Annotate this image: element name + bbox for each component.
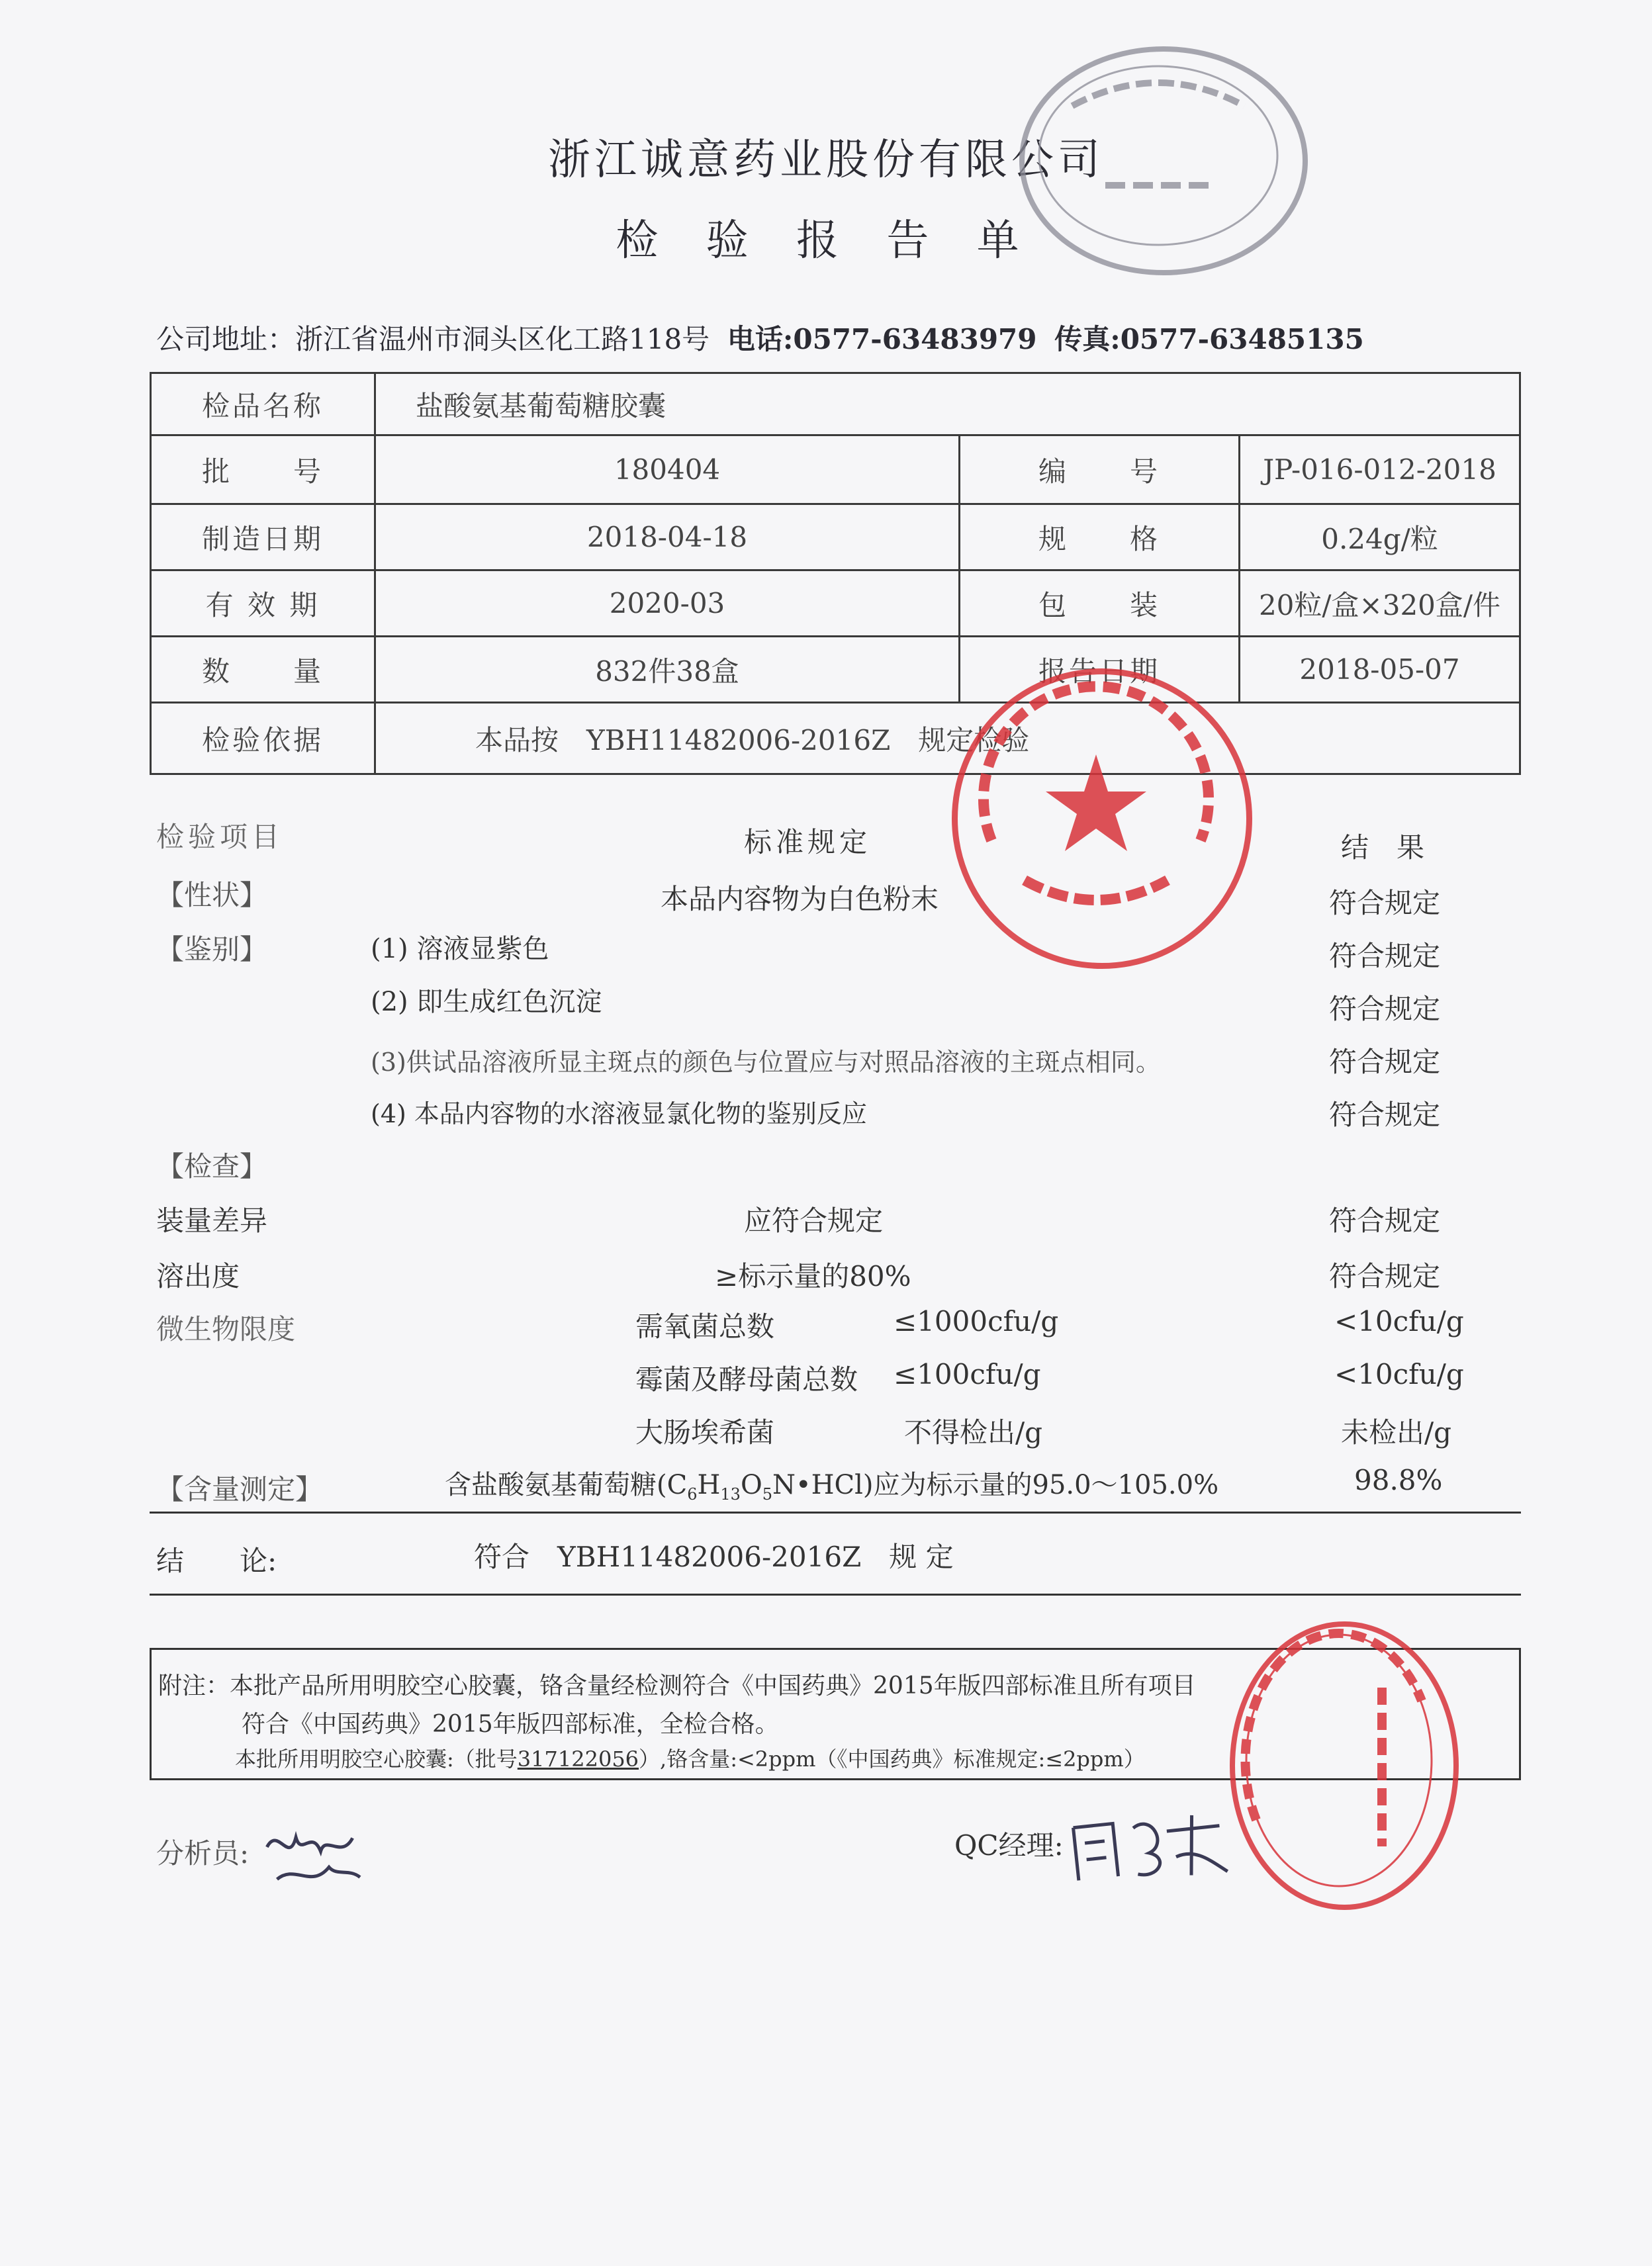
identification-row-3: (3)供试品溶液所显主斑点的颜色与位置应与对照品溶液的主斑点相同。 [371,1048,1161,1077]
identification-label: 【鉴别】 [156,933,268,966]
assay-formula-pre: 含盐酸氨基葡萄糖(C [445,1470,688,1500]
dissolution-standard: ≥标示量的80% [715,1260,911,1292]
batch-label: 批 号 [151,435,375,504]
package-label: 包 装 [960,570,1240,637]
spec-value: 0.24g/粒 [1240,504,1520,570]
micro-limit-3: 不得检出/g [904,1416,1043,1449]
report-date-label: 报告日期 [960,637,1240,703]
phone: 电话:0577-63483979 [727,323,1037,355]
micro-name-3: 大肠埃希菌 [635,1416,775,1449]
analyst-label: 分析员: [156,1837,250,1870]
micro-result-1: <10cfu/g [1334,1305,1464,1337]
micro-result-2: <10cfu/g [1334,1358,1464,1390]
divider-2 [150,1594,1521,1596]
note-prefix: 附注： [158,1672,230,1700]
report-date-value: 2018-05-07 [1240,637,1520,703]
expiry-label: 有 效 期 [151,570,375,637]
micro-limit-1: ≤1000cfu/g [894,1305,1059,1337]
character-result: 符合规定 [1329,887,1441,919]
fill-result: 符合规定 [1329,1204,1441,1237]
identification-result-3: 符合规定 [1329,1046,1441,1078]
assay-result: 98.8% [1354,1464,1443,1496]
items-header-standard: 标准规定 [744,826,872,858]
assay-sub-6: 6 [687,1485,698,1504]
mfg-date-value: 2018-04-18 [375,504,960,570]
mfg-date-label: 制造日期 [151,504,375,570]
micro-limit-2: ≤100cfu/g [894,1358,1041,1390]
quality-inspection-seal [952,668,1252,969]
quality-seal-inner [952,668,1240,957]
assay-formula-o: O [740,1470,762,1500]
address: 公司地址：浙江省温州市洞头区化工路118号 [156,323,710,355]
quantity-label: 数 量 [151,637,375,703]
product-name: 盐酸氨基葡萄糖胶囊 [375,373,1520,435]
items-header-result: 结 果 [1341,831,1425,864]
company-inspection-seal [1019,46,1308,275]
note-text-1: 本批产品所用明胶空心胶囊，铬含量经检测符合《中国药典》2015年版四部标准且所有项目 [230,1672,1196,1700]
fill-standard: 应符合规定 [744,1204,884,1237]
assay-sub-5: 5 [762,1485,773,1504]
dissolution-result: 符合规定 [1329,1260,1441,1292]
divider-1 [150,1512,1521,1514]
batch-value: 180404 [375,435,960,504]
number-value: JP-016-012-2018 [1240,435,1520,504]
qc-signature-mark [1065,1799,1231,1894]
assay-standard [445,1464,1218,1504]
conclusion-label: 结 论: [156,1545,277,1577]
company-title: 浙江诚意药业股份有限公司 [548,136,1104,185]
package-value: 20粒/盒×320盒/件 [1240,570,1520,637]
note-line3-post: ）,铬含量:<2ppm（《中国药典》标准规定:≤2ppm） [639,1746,1145,1772]
note-line-2: 符合《中国药典》2015年版四部标准，全检合格。 [242,1711,779,1738]
basis-value: 本品按 YBH11482006-2016Z 规定检验 [375,703,1520,774]
micro-name-2: 霉菌及酵母菌总数 [635,1363,858,1396]
qa-seal-inner [1230,1621,1448,1899]
note-line-1 [158,1667,1196,1701]
company-seal-inner [1019,46,1297,265]
identification-row-2: (2) 即生成红色沉淀 [371,987,602,1017]
dissolution-label: 溶出度 [156,1260,240,1292]
fax: 传真:0577-63485135 [1054,323,1364,355]
note-capsule-batch: 317122056 [517,1746,639,1772]
fill-label: 装量差异 [156,1204,268,1237]
note-line3-pre: 本批所用明胶空心胶囊:（批号 [235,1746,518,1772]
expiry-value: 2020-03 [375,570,960,637]
analyst-signature [257,1811,365,1912]
identification-result-4: 符合规定 [1329,1099,1441,1131]
report-title: 检 验 报 告 单 [616,216,1036,265]
micro-result-3: 未检出/g [1341,1416,1452,1449]
basis-label: 检验依据 [151,703,375,774]
identification-result-1: 符合规定 [1329,940,1441,972]
character-standard: 本品内容物为白色粉末 [661,883,939,915]
assay-sub-13: 13 [720,1485,741,1504]
qc-label: QC经理: [954,1829,1064,1862]
micro-label: 微生物限度 [156,1313,296,1345]
assay-formula-h: H [697,1470,721,1500]
identification-row-1: (1) 溶液显紫色 [371,934,549,964]
micro-name-1: 需氧菌总数 [635,1310,775,1343]
assay-label: 【含量测定】 [156,1473,324,1506]
info-table [150,372,1521,775]
address-line [156,318,1364,357]
qa-management-seal [1230,1621,1459,1910]
number-label: 编 号 [960,435,1240,504]
character-label: 【性状】 [156,879,268,911]
quantity-value: 832件38盒 [375,637,960,703]
spec-label: 规 格 [960,504,1240,570]
assay-formula-post: N•HCl)应为标示量的95.0～105.0% [772,1470,1219,1500]
identification-row-4: (4) 本品内容物的水溶液显氯化物的鉴别反应 [371,1099,867,1128]
items-header-item: 检验项目 [156,821,284,853]
qc-signature [1065,1799,1232,1905]
note-line-3 [235,1743,1145,1773]
conclusion-text: 符合 YBH11482006-2016Z 规 定 [474,1541,954,1573]
analyst-signature-mark [257,1811,365,1901]
inspection-label: 【检查】 [156,1150,268,1183]
product-label: 检品名称 [151,373,375,435]
identification-result-2: 符合规定 [1329,993,1441,1025]
